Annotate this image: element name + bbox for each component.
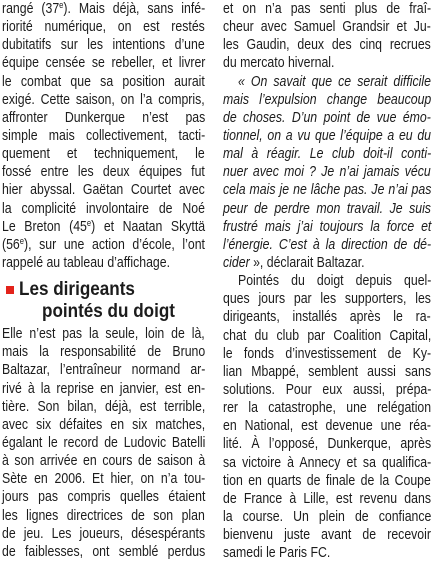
line-text: nuer avec moi ? Je n’ai jamais vécu (223, 163, 431, 181)
text-segment: cider (223, 253, 250, 271)
line-text: les lignes directrices de son plan (2, 506, 205, 524)
line-text: le combat que sa position aurait (2, 72, 205, 90)
text-line (223, 544, 431, 562)
text-line (223, 236, 431, 254)
line-text: cela mais je ne lâche pas. Je n’ai pas (223, 181, 432, 199)
text-line (223, 254, 431, 272)
text-segment: ), sur une action d’école, l’ont (24, 235, 205, 253)
line-text: la course. Un plein de confiance (223, 507, 432, 525)
line-text: peur de perdre mon travail. Je suis (223, 199, 431, 217)
line-text: « On savait que ce serait difficile (238, 72, 431, 90)
line-text: tionnel, on a vu que l’équipe a eu du (223, 126, 432, 144)
line-text: mais l’expulsion change beaucoup (223, 90, 432, 108)
text-segment: rangé (37 (2, 0, 60, 17)
line-text: rer la catastrophe, une relégation (223, 399, 432, 417)
line-text: Baltazar, l’entraîneur normand ar- (2, 361, 206, 379)
line-text: hier abyssal. Gaëtan Courtet avec (2, 181, 205, 199)
line-text: Sète en 2006. Et hier, on n’a tou- (2, 470, 206, 488)
line-text: de choses. D’un point de vue émo- (223, 108, 431, 126)
line-text (2, 218, 205, 236)
text-line (2, 181, 205, 199)
text-line (2, 127, 205, 145)
line-text: simple mais collectivement, tacti- (2, 126, 206, 144)
line-text: affronter Dunkerque n’est pas (2, 108, 206, 126)
text-segment: (56 (2, 235, 20, 253)
text-line (2, 163, 205, 181)
line-text: lité. À l’opposé, Dunkerque, après (223, 435, 432, 453)
line-text: tion en quarts de finale de la Coupe (223, 471, 431, 489)
text-line (2, 54, 205, 72)
line-text: équipe censée se rebeller, et livrer (2, 54, 206, 72)
text-line (223, 18, 431, 36)
line-text: chat du club par Coalition Capital, (223, 326, 432, 344)
line-text: lian Mbappé, semblent aussi sans (223, 362, 431, 380)
line-text (2, 236, 205, 254)
text-line (2, 452, 205, 470)
line-text: mal à réagir. Le club doit-il conti- (223, 145, 432, 163)
right-column (223, 0, 431, 562)
superscript: e (19, 235, 25, 246)
line-text: avec six défaites en six matches, (2, 415, 206, 433)
text-segment: ). Mais déjà, sans infé- (63, 0, 206, 17)
text-line (223, 399, 431, 417)
line-text: à son arrivée en cours de saison à (2, 452, 206, 470)
text-line (2, 343, 205, 361)
line-text: rappelé au tableau d’affichage. (2, 253, 171, 271)
text-line (223, 417, 431, 435)
line-text: ques jours par les supporters, les (223, 290, 431, 308)
text-line (223, 490, 431, 508)
text-line (223, 290, 431, 308)
line-text: solutions. Pour eux aussi, prépa- (223, 380, 432, 398)
text-line (2, 325, 205, 343)
text-line (223, 526, 431, 544)
superscript: e (59, 0, 64, 10)
line-text: du mercato hivernal. (223, 54, 335, 72)
text-line (223, 381, 431, 399)
quote-paragraph (223, 73, 431, 273)
line-text (2, 0, 205, 18)
line-text: jours pas compris quelles étaient (2, 488, 206, 506)
text-line (223, 91, 431, 109)
line-text: le fonds d’investissement de Ky- (223, 344, 432, 362)
text-line (2, 416, 205, 434)
line-text: quement et techniquement, le (2, 145, 205, 163)
text-line (223, 472, 431, 490)
text-segment: Le Breton (45 (2, 217, 87, 235)
text-line (223, 200, 431, 218)
text-line (223, 145, 431, 163)
line-text: bienvenu juste avant de recevoir (223, 526, 431, 544)
text-line (223, 308, 431, 326)
text-segment: ) et Naatan Skyttä (91, 217, 206, 235)
line-text: exigé. Cette saison, on l’a compris, (2, 90, 205, 108)
line-text: tière. Son bilan, déjà, est terrible, (2, 397, 206, 415)
line-text: samedi le Paris FC. (223, 544, 331, 562)
text-line (2, 18, 205, 36)
text-line (2, 470, 205, 488)
line-text: Elle n’est pas la seule, loin de là, (2, 325, 205, 343)
line-text: dirigeants, installés après le ra- (223, 308, 431, 326)
paragraph (2, 0, 205, 272)
text-line (2, 236, 205, 254)
text-line (223, 435, 431, 453)
text-line (223, 508, 431, 526)
text-line (223, 109, 431, 127)
line-text: cheur avec Samuel Grandsir et Ju- (223, 18, 431, 36)
superscript: e (86, 217, 92, 228)
text-line (2, 0, 205, 18)
line-text: dubitatifs sur les intentions d’une (2, 36, 205, 54)
line-text: riorité numérique, on est restés (2, 18, 205, 36)
text-line (2, 507, 205, 525)
text-line (2, 543, 205, 561)
text-line (2, 200, 205, 218)
subheading (2, 279, 205, 322)
line-text (223, 254, 365, 272)
text-line (2, 91, 205, 109)
line-text: rivé à la reprise en janvier, est en- (2, 379, 206, 397)
line-text: et on n’a pas senti plus de fraî- (223, 0, 432, 17)
text-line (223, 363, 431, 381)
paragraph (223, 272, 431, 562)
subheading-line: pointés du doigt (42, 300, 175, 322)
text-line (2, 525, 205, 543)
text-line (2, 73, 205, 91)
line-text: l’énergie. C’est à la direction de dé- (223, 235, 432, 253)
text-line (2, 398, 205, 416)
line-text: de jeu. Les joueurs, désespérants (2, 524, 206, 542)
text-line (223, 272, 431, 290)
line-text: frustré mais j’ai toujours la force et (223, 217, 432, 235)
text-line (2, 434, 205, 452)
text-line (223, 163, 431, 181)
text-line (223, 54, 431, 72)
text-line (223, 454, 431, 472)
line-text: de France à Lille, est revenu dans (223, 489, 431, 507)
line-text: Pointés du doigt depuis quel- (238, 272, 432, 290)
line-text: la complicité involontaire de Noé (2, 199, 205, 217)
paragraph (2, 325, 205, 561)
text-line (223, 73, 431, 91)
text-line (223, 181, 431, 199)
line-text: les Gaudin, deux des cinq recrues (223, 36, 431, 54)
line-text: de faiblesses, ont semblé perdus (2, 542, 206, 560)
text-line (2, 36, 205, 54)
text-line (2, 145, 205, 163)
text-line (223, 345, 431, 363)
line-text: fossé entre les deux équipes fut (2, 163, 205, 181)
text-line (223, 36, 431, 54)
paragraph (223, 0, 431, 73)
text-line (2, 254, 205, 272)
line-text: mais la responsabilité de Bruno (2, 343, 206, 361)
text-line (223, 218, 431, 236)
text-line (2, 361, 205, 379)
text-line (2, 218, 205, 236)
line-text: sa victoire à Annecy et sa qualifica- (223, 453, 432, 471)
line-text: égalant le record de Ludovic Batelli (2, 433, 206, 451)
subheading-bullet (6, 286, 14, 294)
line-text: en National, est devenue une réa- (223, 417, 431, 435)
left-column (2, 0, 205, 561)
text-line (223, 327, 431, 345)
text-line (2, 380, 205, 398)
text-line (2, 488, 205, 506)
text-segment: », déclarait Baltazar. (249, 253, 365, 271)
text-line (223, 127, 431, 145)
text-line (2, 109, 205, 127)
subheading-line: Les dirigeants (19, 279, 135, 301)
text-line (223, 0, 431, 18)
